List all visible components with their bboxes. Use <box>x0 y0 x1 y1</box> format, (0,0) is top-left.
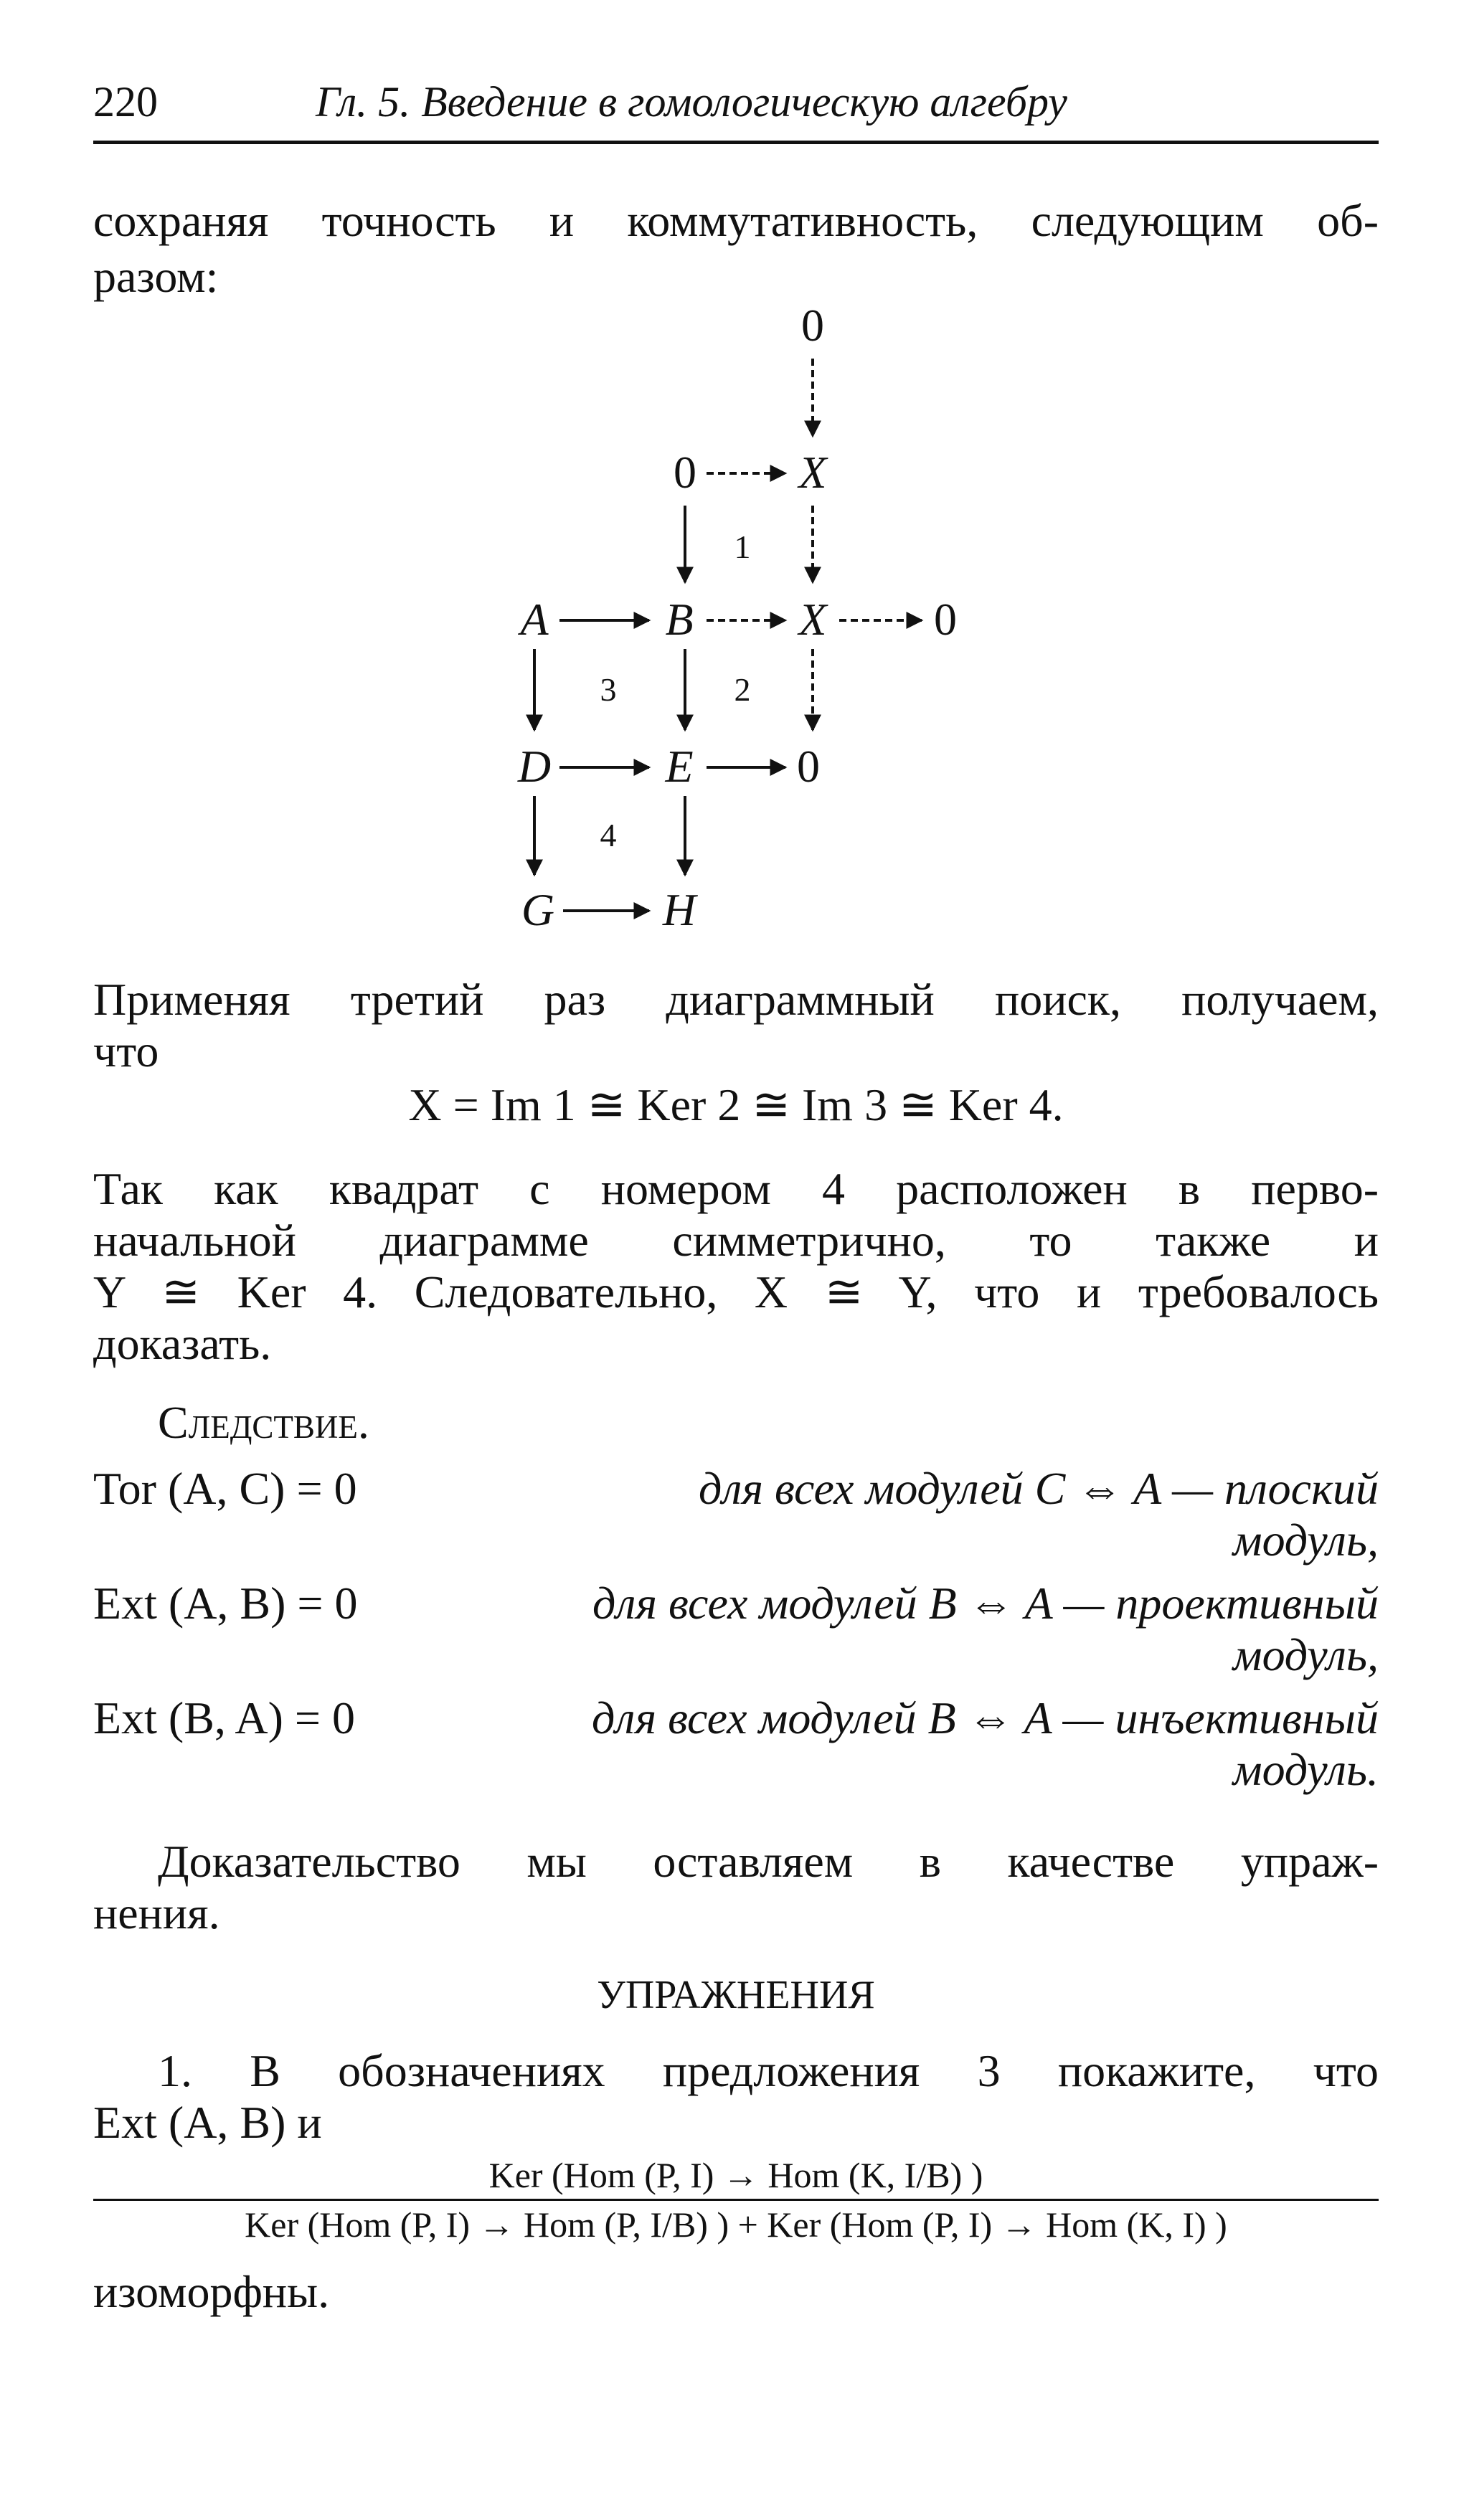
node-row2-zero: 0 <box>934 594 957 645</box>
node-A: A <box>520 594 549 645</box>
square-label-1: 1 <box>734 529 751 565</box>
node-B: B <box>665 594 694 645</box>
corollary-3-lhs: Ext (B, A) = 0 <box>93 1692 355 1743</box>
node-G: G <box>521 884 555 935</box>
corollary-3-text: для всех модулей B ⇔ A — инъективный <box>592 1692 1379 1743</box>
para2-line-2: начальной диаграмме симметрично, то также и <box>93 1215 1379 1266</box>
fraction-rule <box>93 2199 1379 2201</box>
corollary-1-lhs: Tor (A, C) = 0 <box>93 1463 357 1514</box>
exercise-1-line-1: 1. В обозначениях предложения 3 покажите, что <box>158 2045 1379 2096</box>
corollary-2-end: модуль, <box>1232 1629 1379 1680</box>
node-row1-zero: 0 <box>674 447 696 498</box>
square-label-2: 2 <box>734 671 751 708</box>
node-row1-X: X <box>798 447 827 498</box>
square-label-3: 3 <box>600 671 617 708</box>
corollary-2-text: для всех модулей B ⇔ A — проективный <box>592 1578 1379 1629</box>
node-row2-X: X <box>798 594 827 645</box>
corollary-3-end: модуль. <box>1232 1744 1379 1795</box>
para2-line-1: Так как квадрат с номером 4 расположен в перво- <box>93 1163 1379 1214</box>
node-row3-zero: 0 <box>797 741 820 792</box>
para1-line-1: Применяя третий раз диаграммный поиск, получаем, <box>93 974 1379 1025</box>
corollary-1-end: модуль, <box>1232 1515 1379 1565</box>
intro-line-1: сохраняя точность и коммутативность, следующим об- <box>93 195 1379 246</box>
para2-line-4: доказать. <box>93 1318 272 1369</box>
exercise-1-ending: изоморфны. <box>93 2266 330 2317</box>
corollary-1-text: для всех модулей C ⇔ A — плоский <box>698 1463 1379 1514</box>
exercise-1-line-2: Ext (A, B) и <box>93 2097 322 2148</box>
node-E: E <box>665 741 694 792</box>
fraction-denominator: Ker (Hom (P, I) → Hom (P, I/B) ) + Ker (Hom (P, I) → Hom (K, I) ) <box>245 2204 1227 2245</box>
formula-iso-chain: X = Im 1 ≅ Ker 2 ≅ Im 3 ≅ Ker 4. <box>408 1079 1064 1130</box>
node-D: D <box>517 741 552 792</box>
exercises-heading: УПРАЖНЕНИЯ <box>597 1973 875 2017</box>
corollary-heading: Следствие. <box>158 1397 369 1448</box>
page-number: 220 <box>93 78 158 125</box>
para2-line-3: Y ≅ Ker 4. Следовательно, X ≅ Y, что и требовалось <box>93 1266 1379 1317</box>
commutative-diagram <box>0 0 1469 975</box>
running-header: Гл. 5. Введение в гомологическую алгебру <box>316 78 1067 125</box>
node-H: H <box>662 884 696 935</box>
square-label-4: 4 <box>600 817 617 853</box>
corollary-2-lhs: Ext (A, B) = 0 <box>93 1578 358 1629</box>
proof-note-line-2: нения. <box>93 1887 220 1938</box>
intro-line-2: разом: <box>93 251 219 302</box>
node-top-zero: 0 <box>801 300 824 351</box>
para1-line-2: что <box>93 1025 159 1076</box>
proof-note-line-1: Доказательство мы оставляем в качестве упраж- <box>158 1836 1379 1887</box>
fraction-numerator: Ker (Hom (P, I) → Hom (K, I/B) ) <box>488 2155 983 2195</box>
